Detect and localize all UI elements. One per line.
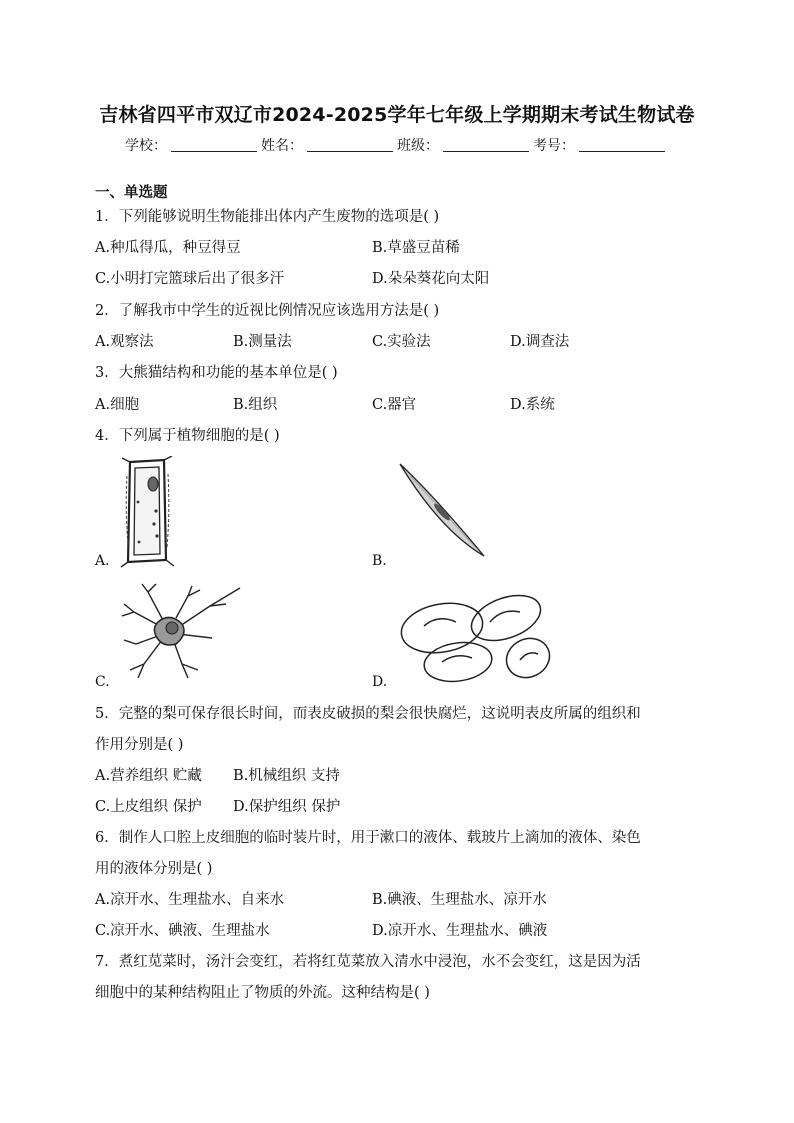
q2-option-d: D.调查法 — [510, 334, 570, 350]
q3-option-d: D.系统 — [510, 397, 555, 413]
q5-option-c: C.上皮组织 保护 — [95, 799, 202, 815]
q5-option-d: D.保护组织 保护 — [233, 799, 341, 815]
student-info-line — [0, 135, 794, 155]
neuron-figure — [118, 582, 244, 682]
school-blank[interactable] — [171, 151, 257, 152]
q1-stem: 1．下列能够说明生物能排出体内产生废物的选项是( ) — [95, 209, 440, 225]
q7-stem-line1: 7．煮红苋菜时，汤汁会变红，若将红苋菜放入清水中浸泡，水不会变红，这是因为活 — [95, 954, 641, 970]
class-blank[interactable] — [443, 151, 529, 152]
q6-stem-line1: 6．制作人口腔上皮细胞的临时装片时，用于漱口的液体、载玻片上滴加的液体、染色 — [95, 830, 641, 846]
q4-stem: 4．下列属于植物细胞的是( ) — [95, 428, 280, 444]
muscle-cell-figure — [396, 460, 488, 560]
q3-option-a: A.细胞 — [95, 397, 140, 413]
q7-stem-line2: 细胞中的某种结构阻止了物质的外流。这种结构是( ) — [95, 985, 430, 1001]
q1-option-d: D.朵朵葵花向太阳 — [372, 271, 490, 287]
q5-stem-line2: 作用分别是( ) — [95, 737, 184, 753]
q4-option-d: D. — [372, 674, 388, 690]
q2-option-b: B.测量法 — [233, 334, 292, 350]
q6-stem-line2: 用的液体分别是( ) — [95, 861, 213, 877]
q2-stem: 2．了解我市中学生的近视比例情况应该选用方法是( ) — [95, 303, 440, 319]
q4-option-a: A. — [95, 553, 110, 569]
class-label: 班级： — [397, 138, 439, 154]
number-label: 考号： — [533, 138, 575, 154]
exam-title: 吉林省四平市双辽市2024-2025学年七年级上学期期末考试生物试卷 — [99, 104, 695, 126]
q5-option-a: A.营养组织 贮藏 — [95, 768, 202, 784]
name-label: 姓名： — [261, 138, 303, 154]
name-blank[interactable] — [307, 151, 393, 152]
q2-option-c: C.实验法 — [372, 334, 431, 350]
red-blood-cells-figure — [398, 592, 556, 686]
q1-option-a: A.种瓜得瓜，种豆得豆 — [95, 240, 241, 256]
q3-stem: 3．大熊猫结构和功能的基本单位是( ) — [95, 365, 338, 381]
q5-option-b: B.机械组织 支持 — [233, 768, 340, 784]
q3-option-c: C.器官 — [372, 397, 417, 413]
q4-option-b: B. — [372, 553, 387, 569]
school-label: 学校： — [125, 138, 167, 154]
q6-option-b: B.碘液、生理盐水、凉开水 — [372, 892, 547, 908]
q1-option-c: C.小明打完篮球后出了很多汗 — [95, 271, 285, 287]
q6-option-d: D.凉开水、生理盐水、碘液 — [372, 923, 548, 939]
q6-option-a: A.凉开水、生理盐水、自来水 — [95, 892, 285, 908]
q3-option-b: B.组织 — [233, 397, 278, 413]
q1-option-b: B.草盛豆苗稀 — [372, 240, 460, 256]
q2-option-a: A.观察法 — [95, 334, 154, 350]
plant-cell-figure — [118, 456, 178, 568]
q5-stem-line1: 5．完整的梨可保存很长时间，而表皮破损的梨会很快腐烂，这说明表皮所属的组织和 — [95, 706, 641, 722]
q4-option-c: C. — [95, 674, 110, 690]
section-heading: 一、单选题 — [95, 185, 168, 201]
q6-option-c: C.凉开水、碘液、生理盐水 — [95, 923, 270, 939]
number-blank[interactable] — [579, 151, 665, 152]
